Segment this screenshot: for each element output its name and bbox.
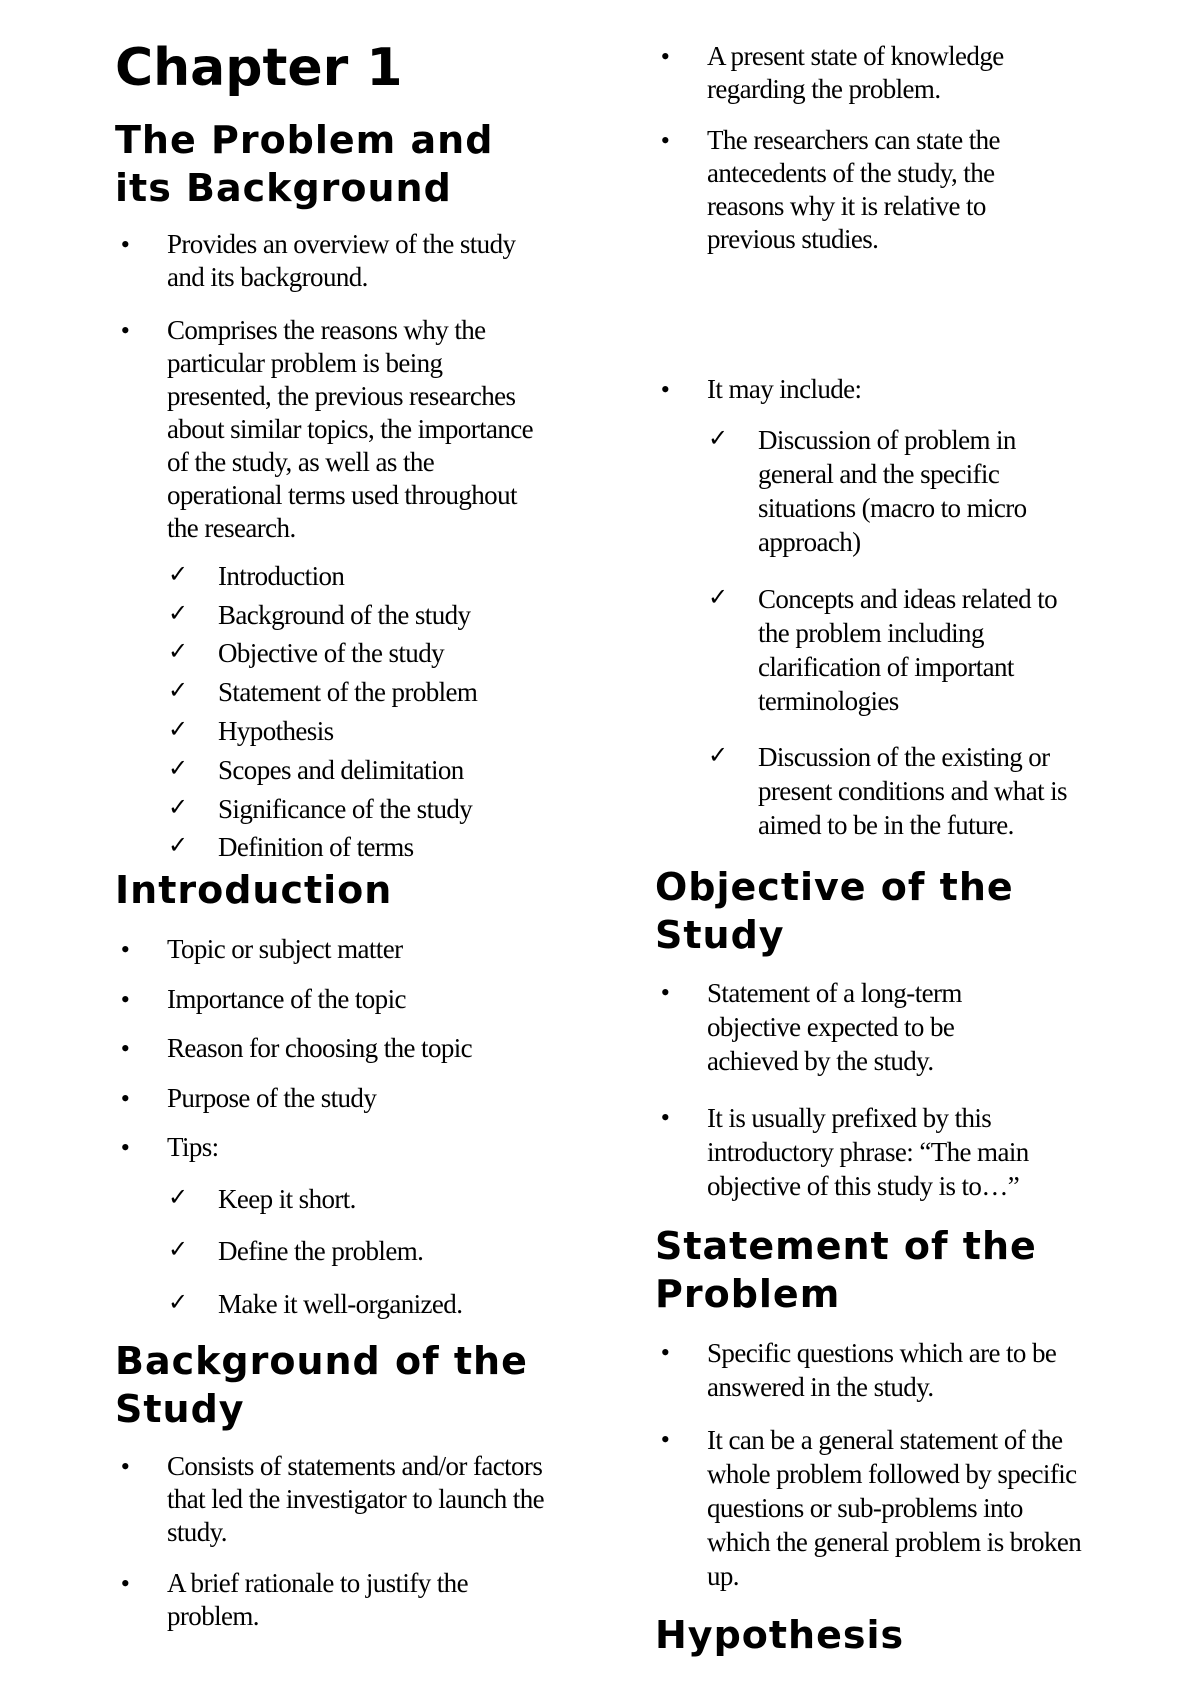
bullet-marker: • bbox=[660, 1338, 670, 1367]
checklist-item-text: Introduction bbox=[218, 561, 345, 591]
list-item-text: A present state of knowledge regarding the problem. bbox=[707, 41, 1004, 104]
check-icon: ✓ bbox=[168, 637, 188, 665]
section-heading-background bbox=[115, 1337, 575, 1433]
list-item bbox=[120, 1450, 567, 1549]
list-item bbox=[120, 1131, 547, 1164]
checklist-item bbox=[168, 676, 558, 709]
bullet-marker: • bbox=[120, 985, 130, 1014]
checklist-item bbox=[168, 637, 558, 670]
list-item-text: Importance of the topic bbox=[167, 984, 406, 1014]
list-item bbox=[660, 976, 1037, 1078]
checklist-item bbox=[168, 1183, 558, 1216]
checklist-item bbox=[708, 740, 1103, 842]
check-icon: ✓ bbox=[708, 583, 728, 611]
section-heading-line-1: Statement of the bbox=[655, 1224, 1037, 1268]
bullet-marker: • bbox=[660, 42, 670, 71]
list-item-text: It can be a general statement of the whole problem followed by specific questions or sub-problems into which the general problem is broken up. bbox=[707, 1425, 1082, 1591]
check-icon: ✓ bbox=[708, 424, 728, 452]
section-heading-line-1: Objective of the bbox=[655, 865, 1014, 909]
list-item-text: Topic or subject matter bbox=[167, 934, 403, 964]
list-item bbox=[660, 373, 1087, 406]
list-item-text: The researchers can state the antecedents of the study, the reasons why it is relative to previous studies. bbox=[707, 125, 1000, 254]
list-item bbox=[120, 1032, 547, 1065]
checklist-item bbox=[168, 599, 558, 632]
bullet-marker: • bbox=[120, 230, 130, 259]
checklist-item-text: Objective of the study bbox=[218, 638, 444, 668]
section-heading-hypothesis: Hypothesis bbox=[655, 1613, 905, 1657]
section-heading-line-2: Study bbox=[655, 913, 785, 957]
checklist-item bbox=[708, 423, 1088, 559]
list-item bbox=[660, 40, 1067, 106]
checklist-item-text: Definition of terms bbox=[218, 832, 414, 862]
section-heading-line-2: Study bbox=[115, 1387, 245, 1431]
bullet-marker: • bbox=[660, 1425, 670, 1454]
chapter-subtitle-line-1: The Problem and bbox=[115, 118, 494, 162]
checklist-item-text: Define the problem. bbox=[218, 1236, 424, 1266]
checklist-item bbox=[168, 560, 558, 593]
list-item-text: A brief rationale to justify the problem. bbox=[167, 1568, 468, 1631]
checklist-item bbox=[168, 715, 558, 748]
check-icon: ✓ bbox=[168, 1183, 188, 1211]
bullet-marker: • bbox=[120, 1452, 130, 1481]
list-item bbox=[120, 933, 547, 966]
check-icon: ✓ bbox=[168, 715, 188, 743]
section-heading-line-2: Problem bbox=[655, 1272, 841, 1316]
list-item bbox=[120, 228, 527, 294]
bullet-marker: • bbox=[660, 1103, 670, 1132]
chapter-subtitle bbox=[115, 116, 565, 212]
list-item bbox=[120, 983, 547, 1016]
list-item-text: Provides an overview of the study and its background. bbox=[167, 229, 516, 292]
list-item-text: Reason for choosing the topic bbox=[167, 1033, 473, 1063]
list-item bbox=[660, 1336, 1087, 1404]
list-item-text: Consists of statements and/or factors that led the investigator to launch the study. bbox=[167, 1451, 544, 1547]
bullet-marker: • bbox=[120, 1569, 130, 1598]
check-icon: ✓ bbox=[168, 599, 188, 627]
check-icon: ✓ bbox=[168, 560, 188, 588]
list-item-text: It is usually prefixed by this introductory phrase: “The main objective of this study is to…” bbox=[707, 1103, 1029, 1201]
check-icon: ✓ bbox=[168, 676, 188, 704]
check-icon: ✓ bbox=[168, 754, 188, 782]
checklist-item-text: Discussion of problem in general and the specific situations (macro to micro approach) bbox=[758, 425, 1027, 557]
bullet-marker: • bbox=[120, 1034, 130, 1063]
check-icon: ✓ bbox=[168, 1235, 188, 1263]
checklist-item-text: Make it well-organized. bbox=[218, 1289, 463, 1319]
checklist-item-text: Concepts and ideas related to the problem including clarification of important terminologies bbox=[758, 584, 1057, 716]
checklist-item bbox=[168, 1288, 558, 1321]
check-icon: ✓ bbox=[168, 1288, 188, 1316]
checklist-item bbox=[168, 831, 558, 864]
checklist-item bbox=[168, 754, 558, 787]
checklist-item-text: Statement of the problem bbox=[218, 677, 478, 707]
checklist-item-text: Hypothesis bbox=[218, 716, 334, 746]
list-item bbox=[120, 1082, 547, 1115]
bullet-marker: • bbox=[120, 1133, 130, 1162]
bullet-marker: • bbox=[660, 978, 670, 1007]
checklist-item-text: Discussion of the existing or present conditions and what is aimed to be in the future. bbox=[758, 742, 1067, 840]
list-item-text: Specific questions which are to be answered in the study. bbox=[707, 1338, 1057, 1402]
list-item-text: It may include: bbox=[707, 374, 862, 404]
bullet-marker: • bbox=[120, 1084, 130, 1113]
list-item bbox=[660, 1101, 1087, 1203]
checklist-item-text: Keep it short. bbox=[218, 1184, 356, 1214]
check-icon: ✓ bbox=[708, 741, 728, 769]
checklist-item bbox=[168, 1235, 558, 1268]
check-icon: ✓ bbox=[168, 793, 188, 821]
bullet-marker: • bbox=[660, 126, 670, 155]
list-item-text: Comprises the reasons why the particular problem is being presented, the previous researches about similar topics, the importance of the study, as well as the operational terms used throughout the research. bbox=[167, 315, 534, 543]
list-item-text: Purpose of the study bbox=[167, 1083, 377, 1113]
chapter-subtitle-line-2: its Background bbox=[115, 166, 452, 210]
checklist-item-text: Background of the study bbox=[218, 600, 471, 630]
list-item bbox=[660, 124, 1067, 256]
checklist-item bbox=[168, 793, 558, 826]
list-item-text: Statement of a long-term objective expected to be achieved by the study. bbox=[707, 978, 962, 1076]
bullet-marker: • bbox=[660, 375, 670, 404]
check-icon: ✓ bbox=[168, 831, 188, 859]
bullet-marker: • bbox=[120, 935, 130, 964]
checklist-item-text: Scopes and delimitation bbox=[218, 755, 464, 785]
checklist-item-text: Significance of the study bbox=[218, 794, 473, 824]
list-item bbox=[120, 314, 547, 545]
section-heading-objective bbox=[655, 863, 1125, 959]
chapter-title: Chapter 1 bbox=[115, 38, 403, 98]
section-heading-line-1: Background of the bbox=[115, 1339, 528, 1383]
list-item bbox=[660, 1423, 1087, 1593]
list-item bbox=[120, 1567, 547, 1633]
list-item-text: Tips: bbox=[167, 1132, 219, 1162]
section-heading-introduction: Introduction bbox=[115, 868, 393, 912]
checklist-item bbox=[708, 582, 1088, 718]
bullet-marker: • bbox=[120, 316, 130, 345]
section-heading-statement bbox=[655, 1222, 1125, 1318]
